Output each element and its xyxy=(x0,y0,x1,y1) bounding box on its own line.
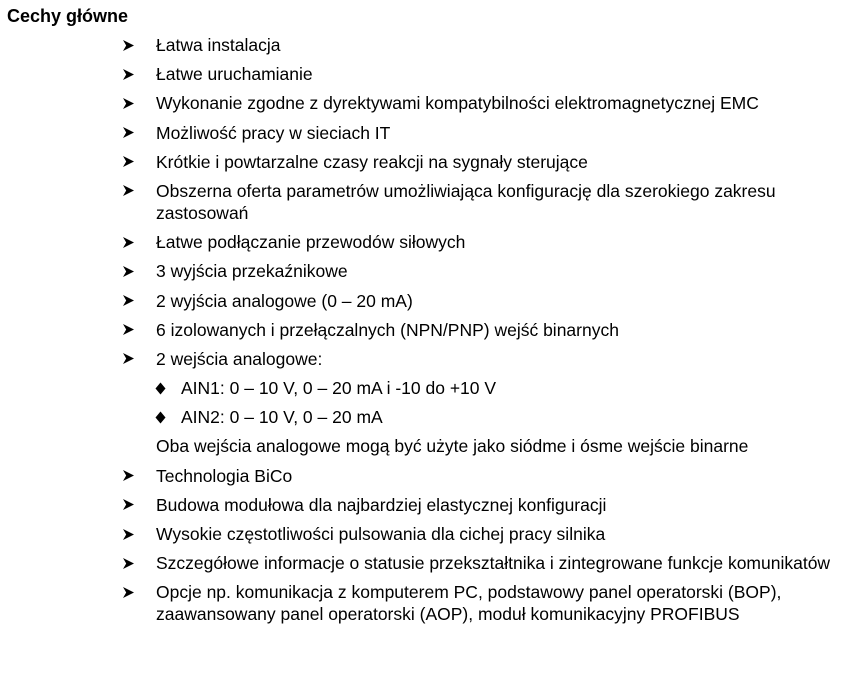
list-item-text: Oba wejścia analogowe mogą być użyte jako siódme i ósme wejście binarne xyxy=(156,436,749,457)
arrow-bullet-icon xyxy=(121,34,135,56)
list-item xyxy=(0,231,857,253)
arrow-bullet-icon xyxy=(121,319,135,341)
list-item-text: Możliwość pracy w sieciach IT xyxy=(156,122,391,143)
arrow-bullet-icon xyxy=(121,122,135,144)
arrow-bullet-icon xyxy=(121,63,135,85)
note-text xyxy=(0,435,857,457)
list-item-text: Budowa modułowa dla najbardziej elastycznej konfiguracji xyxy=(156,494,607,515)
list-item xyxy=(0,34,857,56)
diamond-bullet-icon xyxy=(153,406,167,428)
list-item-text: Krótkie i powtarzalne czasy reakcji na sygnały sterujące xyxy=(156,151,588,172)
list-item xyxy=(0,523,857,545)
sub-list-item xyxy=(0,377,857,399)
list-item xyxy=(0,465,857,487)
list-item xyxy=(0,260,857,282)
arrow-bullet-icon xyxy=(121,348,135,370)
arrow-bullet-icon xyxy=(121,92,135,114)
arrow-bullet-icon xyxy=(121,552,135,574)
list-item-text: 2 wejścia analogowe: xyxy=(156,348,323,369)
list-item-text: Wykonanie zgodne z dyrektywami kompatybilności elektromagnetycznej EMC xyxy=(156,93,759,114)
list-item-text: 2 wyjścia analogowe (0 – 20 mA) xyxy=(156,290,413,311)
list-item xyxy=(0,290,857,312)
list-item-text: 3 wyjścia przekaźnikowe xyxy=(156,261,348,282)
list-item-text: AIN1: 0 – 10 V, 0 – 20 mA i -10 do +10 V xyxy=(181,378,497,399)
arrow-bullet-icon xyxy=(121,494,135,516)
list-item-text: Szczegółowe informacje o statusie przekształtnika i zintegrowane funkcje komunikatów xyxy=(156,553,831,574)
sub-list-item xyxy=(0,406,857,428)
list-item xyxy=(0,581,857,625)
page-title: Cechy główne xyxy=(7,6,129,26)
arrow-bullet-icon xyxy=(121,581,135,603)
list-item xyxy=(0,319,857,341)
list-item xyxy=(0,122,857,144)
arrow-bullet-icon xyxy=(121,151,135,173)
arrow-bullet-icon xyxy=(121,465,135,487)
diamond-bullet-icon xyxy=(153,377,167,399)
list-item xyxy=(0,494,857,516)
arrow-bullet-icon xyxy=(121,180,135,202)
arrow-bullet-icon xyxy=(121,260,135,282)
list-item xyxy=(0,552,857,574)
feature-list xyxy=(0,34,857,633)
list-item xyxy=(0,180,857,224)
arrow-bullet-icon xyxy=(121,290,135,312)
list-item-text: AIN2: 0 – 10 V, 0 – 20 mA xyxy=(181,407,383,428)
list-item-text: Łatwe podłączanie przewodów siłowych xyxy=(156,232,466,253)
list-item xyxy=(0,151,857,173)
list-item-text: Wysokie częstotliwości pulsowania dla cichej pracy silnika xyxy=(156,524,606,544)
list-item-text: Obszerna oferta parametrów umożliwiająca konfigurację dla szerokiego zakresu zastosowań xyxy=(156,180,776,223)
list-item-text: Technologia BiCo xyxy=(156,465,293,486)
list-item xyxy=(0,63,857,85)
list-item xyxy=(0,92,857,114)
list-item-text: 6 izolowanych i przełączalnych (NPN/PNP) wejść binarnych xyxy=(156,319,619,340)
arrow-bullet-icon xyxy=(121,523,135,545)
arrow-bullet-icon xyxy=(121,231,135,253)
list-item-text: Opcje np. komunikacja z komputerem PC, podstawowy panel operatorski (BOP), zaawansowany panel operatorski (AOP), moduł komunikacyjny PROFIBUS xyxy=(156,582,782,625)
list-item-text: Łatwe uruchamianie xyxy=(156,64,313,85)
list-item xyxy=(0,348,857,370)
list-item-text: Łatwa instalacja xyxy=(156,35,281,55)
